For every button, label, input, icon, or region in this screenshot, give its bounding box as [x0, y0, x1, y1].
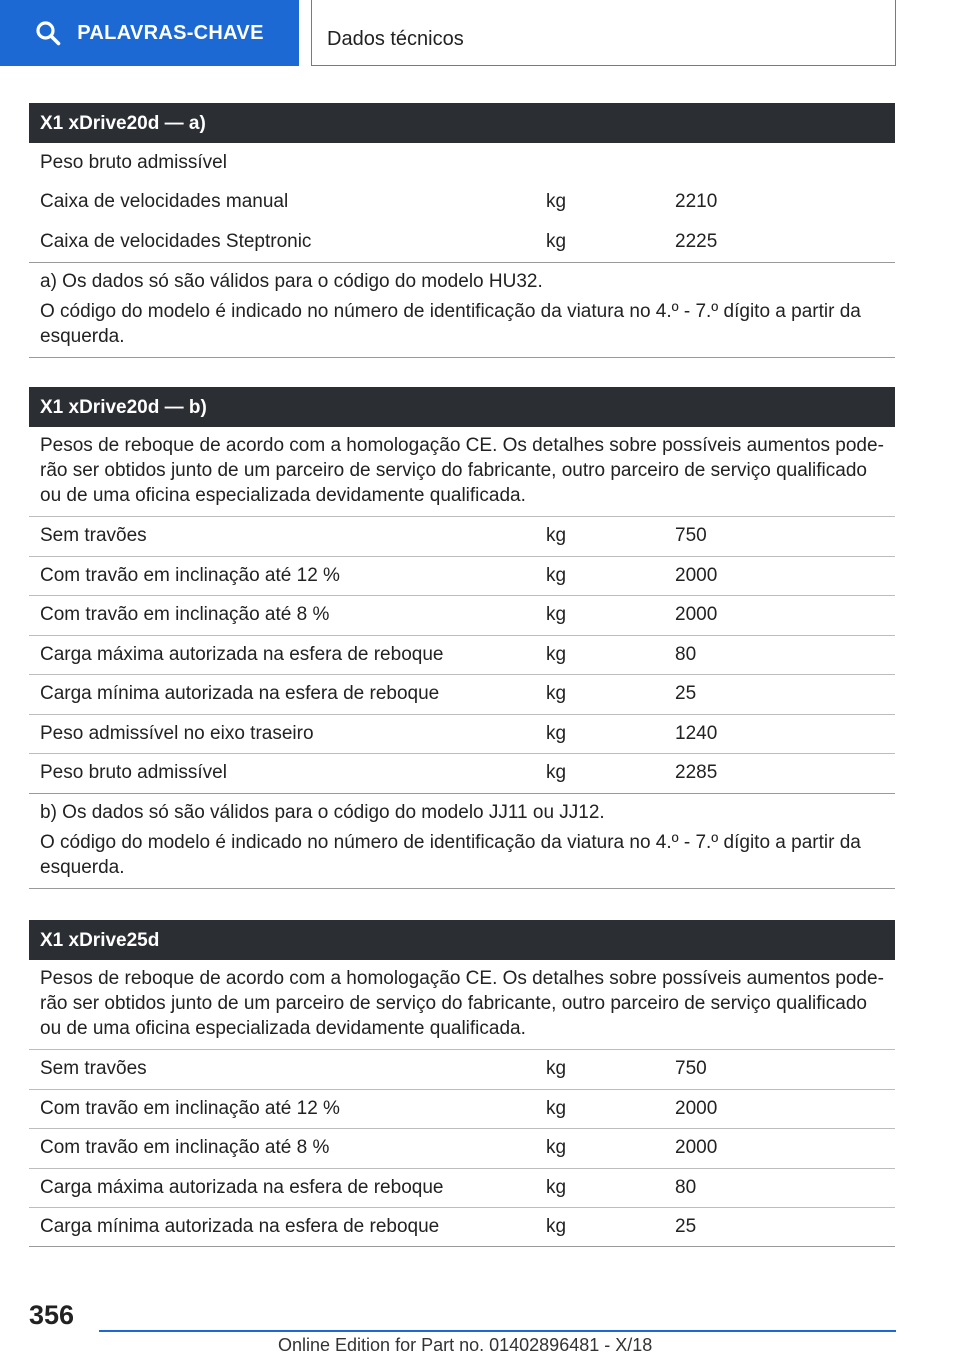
section-title-tab[interactable] [311, 0, 896, 66]
row-value: 1240 [675, 722, 718, 744]
table-row [29, 143, 895, 183]
table-row [29, 595, 895, 635]
row-label: Peso bruto admissível [40, 762, 227, 784]
footnote: a) Os dados só são válidos para o código do modelo HU32. [40, 270, 543, 292]
row-value: 2000 [675, 1137, 718, 1159]
row-label: Carga máxima autorizada na esfera de reboque [40, 1176, 444, 1198]
spec-section-xdrive20d-b [29, 387, 895, 889]
table-row [29, 183, 895, 223]
row-value: 80 [675, 1176, 697, 1198]
intro-paragraph: Pesos de reboque de acordo com a homologação CE. Os detalhes sobre possíveis aumentos pode-rão ser obtidos junto de um parceiro de serviço do fabricante, outro parceiro de serviço qualificado ou de uma oficina especializada devidamente qualificada. [40, 968, 884, 1039]
row-label: Carga máxima autorizada na esfera de reboque [40, 643, 444, 665]
row-unit: kg [546, 722, 567, 744]
footnotes [29, 793, 895, 889]
spec-section-xdrive20d-a [29, 103, 895, 358]
table-row [29, 222, 895, 262]
spec-section-xdrive25d [29, 920, 895, 1247]
row-unit: kg [546, 230, 567, 252]
row-label: Caixa de velocidades Steptronic [40, 230, 312, 252]
footnote: b) Os dados só são válidos para o código do modelo JJ11 ou JJ12. [40, 801, 605, 823]
row-label: Caixa de velocidades manual [40, 191, 289, 213]
table-row [29, 674, 895, 714]
section-heading: X1 xDrive25d [29, 920, 895, 960]
row-value: 750 [675, 1058, 707, 1080]
table-row [29, 1128, 895, 1168]
edition-text: Online Edition for Part no. 01402896481 - X/18 [278, 1335, 653, 1355]
row-label: Sem travões [40, 525, 147, 547]
row-unit: kg [546, 1137, 567, 1159]
row-value: 2285 [675, 762, 718, 784]
table-row [29, 753, 895, 793]
table-row [29, 1207, 895, 1247]
row-unit: kg [546, 1215, 567, 1237]
row-unit: kg [546, 1097, 567, 1119]
row-label: Carga mínima autorizada na esfera de reboque [40, 1215, 440, 1237]
row-label: Peso bruto admissível [40, 151, 227, 173]
row-label: Carga mínima autorizada na esfera de reboque [40, 683, 440, 705]
row-value: 25 [675, 1215, 697, 1237]
row-unit: kg [546, 762, 567, 784]
row-unit: kg [546, 643, 567, 665]
row-label: Com travão em inclinação até 8 % [40, 604, 330, 626]
footnote: O código do modelo é indicado no número de identificação da viatura no 4.º - 7.º dígito a partir da esquerda. [40, 831, 861, 878]
row-value: 2225 [675, 230, 718, 252]
intro-paragraph: Pesos de reboque de acordo com a homologação CE. Os detalhes sobre possíveis aumentos pode-rão ser obtidos junto de um parceiro de serviço do fabricante, outro parceiro de serviço qualificado ou de uma oficina especializada devidamente qualificada. [40, 435, 884, 506]
row-value: 80 [675, 643, 697, 665]
row-label: Com travão em inclinação até 8 % [40, 1137, 330, 1159]
table-row [29, 516, 895, 556]
row-value: 2210 [675, 191, 718, 213]
row-label: Com travão em inclinação até 12 % [40, 564, 340, 586]
table-row [29, 635, 895, 675]
footnotes [29, 262, 895, 358]
table-row [29, 556, 895, 596]
table-row [29, 1168, 895, 1208]
table-row [29, 1089, 895, 1129]
keywords-button[interactable] [0, 0, 299, 66]
section-title: Dados técnicos [327, 28, 464, 50]
section-heading: X1 xDrive20d — b) [29, 387, 895, 427]
row-value: 2000 [675, 1097, 718, 1119]
row-unit: kg [546, 525, 567, 547]
row-unit: kg [546, 191, 567, 213]
section-heading: X1 xDrive20d — a) [29, 103, 895, 143]
page-number: 356 [29, 1300, 75, 1330]
keywords-label: PALAVRAS-CHAVE [77, 21, 264, 44]
footnote: O código do modelo é indicado no número de identificação da viatura no 4.º - 7.º dígito a partir da esquerda. [40, 300, 861, 347]
row-label: Sem travões [40, 1058, 147, 1080]
row-value: 2000 [675, 604, 718, 626]
table-row [29, 714, 895, 754]
row-label: Com travão em inclinação até 12 % [40, 1097, 340, 1119]
footer-divider [99, 1330, 896, 1332]
row-value: 2000 [675, 564, 718, 586]
row-value: 25 [675, 683, 697, 705]
row-unit: kg [546, 1058, 567, 1080]
row-unit: kg [546, 604, 567, 626]
row-unit: kg [546, 683, 567, 705]
row-label: Peso admissível no eixo traseiro [40, 722, 314, 744]
row-value: 750 [675, 525, 707, 547]
row-unit: kg [546, 564, 567, 586]
table-row [29, 1049, 895, 1089]
row-unit: kg [546, 1176, 567, 1198]
search-icon [35, 20, 61, 46]
